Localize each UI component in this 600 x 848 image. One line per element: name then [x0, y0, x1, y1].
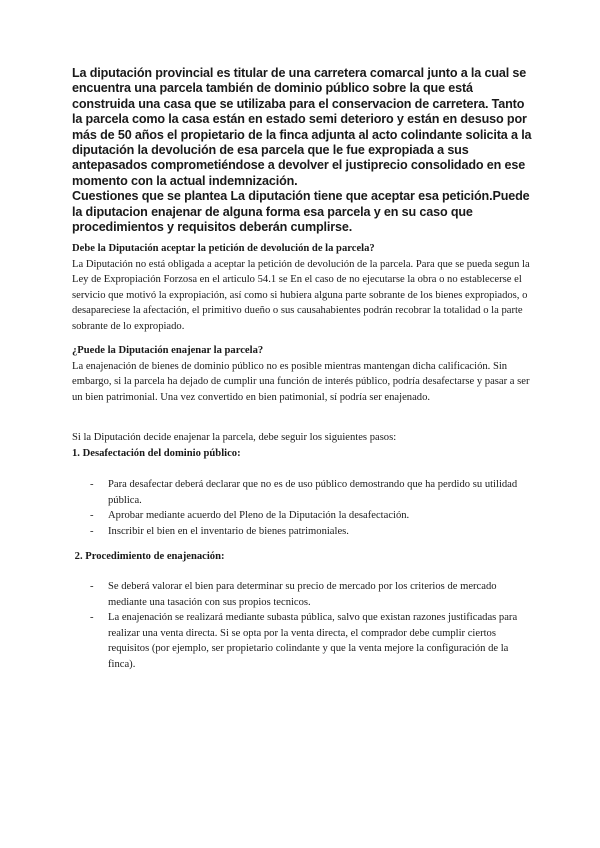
dash-bullet: -: [90, 581, 94, 592]
step-2-heading-container: [72, 549, 532, 565]
list-item: [72, 477, 532, 508]
list-item: [72, 579, 532, 610]
list-item: [72, 508, 532, 524]
list-item-text: La enajenación se realizará mediante subasta pública, salvo que existan razones justificadas para realizar una venta directa. Si se opta por la venta directa, el comprador debe cumplir ciertos requisitos (por ejemplo, ser propietario colindante y que la venta mejore la configuración de la finca).: [108, 612, 518, 670]
dash-bullet: -: [90, 479, 94, 490]
step-2-list-container: [72, 579, 532, 673]
section-question-1: [72, 241, 532, 335]
list-item-text: Para desafectar deberá declarar que no es de uso público demostrando que ha perdido su utilidad pública.: [108, 479, 518, 506]
problem-statement: [72, 66, 534, 235]
step-1-list: [72, 477, 532, 539]
question-2-heading: ¿Puede la Diputación enajenar la parcela?: [72, 345, 264, 356]
list-item-text: Se deberá valorar el bien para determinar su precio de mercado por los criterios de mercado mediante una tasación con sus propios tecnicos.: [108, 581, 497, 608]
question-1-heading: Debe la Diputación aceptar la petición de devolución de la parcela?: [72, 243, 375, 254]
list-item: [72, 610, 532, 672]
section-steps: [72, 430, 532, 461]
dash-bullet: -: [90, 510, 94, 522]
problem-paragraph: La diputación provincial es titular de una carretera comarcal junto a la cual se encuentra una parcela también de dominio público sobre la que está construida una casa que se utilizaba para el conservacion de carretera. Tanto la parcela como la casa están en estado semi deterioro y están en desuso por más de 50 años el propietario de la finca adjunta al acto colindante solicita a la diputación la devolución de esa parcela que le fue expropiada a sus antepasados comprometiéndose a devolver el justiprecio consolidado en ese momento con la actual indemnización.: [72, 66, 532, 188]
steps-intro: Si la Diputación decide enajenar la parcela, debe seguir los siguientes pasos:: [72, 432, 397, 443]
list-item: [72, 524, 532, 540]
questions-paragraph: Cuestiones que se plantea La diputación tiene que aceptar esa petición.Puede la diputacion enajenar de alguna forma esa parcela y en su caso que procedimientos y requisitos deberán cumplirse.: [72, 189, 530, 235]
dash-bullet: -: [90, 525, 94, 537]
question-2-answer: La enajenación de bienes de dominio público no es posible mientras mantengan dicha calificación. Sin embargo, si la parcela ha dejado de cumplir una función de interés público, podría desafectarse y pasar a ser un bien patrimonial. Una vez convertido en bien patimonial, sí podría ser enajenado.: [72, 360, 530, 403]
section-question-2: [72, 343, 532, 405]
dash-bullet: -: [90, 612, 94, 624]
step-1-list-container: [72, 477, 532, 539]
list-item-text: Inscribir el bien en el inventario de bienes patrimoniales.: [108, 525, 349, 537]
step-1-heading: 1. Desafectación del dominio público:: [72, 447, 241, 459]
step-2-list: [72, 579, 532, 673]
list-item-text: Aprobar mediante acuerdo del Pleno de la Diputación la desafectación.: [108, 510, 410, 522]
step-2-heading: 2. Procedimiento de enajenación:: [72, 551, 225, 562]
question-1-answer: La Diputación no está obligada a aceptar la petición de devolución de la parcela. Para que se pueda segun la Ley de Expropiación Forzosa en el articulo 54.1 se En el caso de no ejecutarse la obra o no establecerse el servicio que motivó la expropiación, así como si hubiera alguna parte sobrante de los bienes expropiados, o desapareciese la afectación, el primitivo dueño o sus causahabientes podrán recobrar la totalidad o la parte sobrante de lo expropiado.: [72, 258, 530, 332]
